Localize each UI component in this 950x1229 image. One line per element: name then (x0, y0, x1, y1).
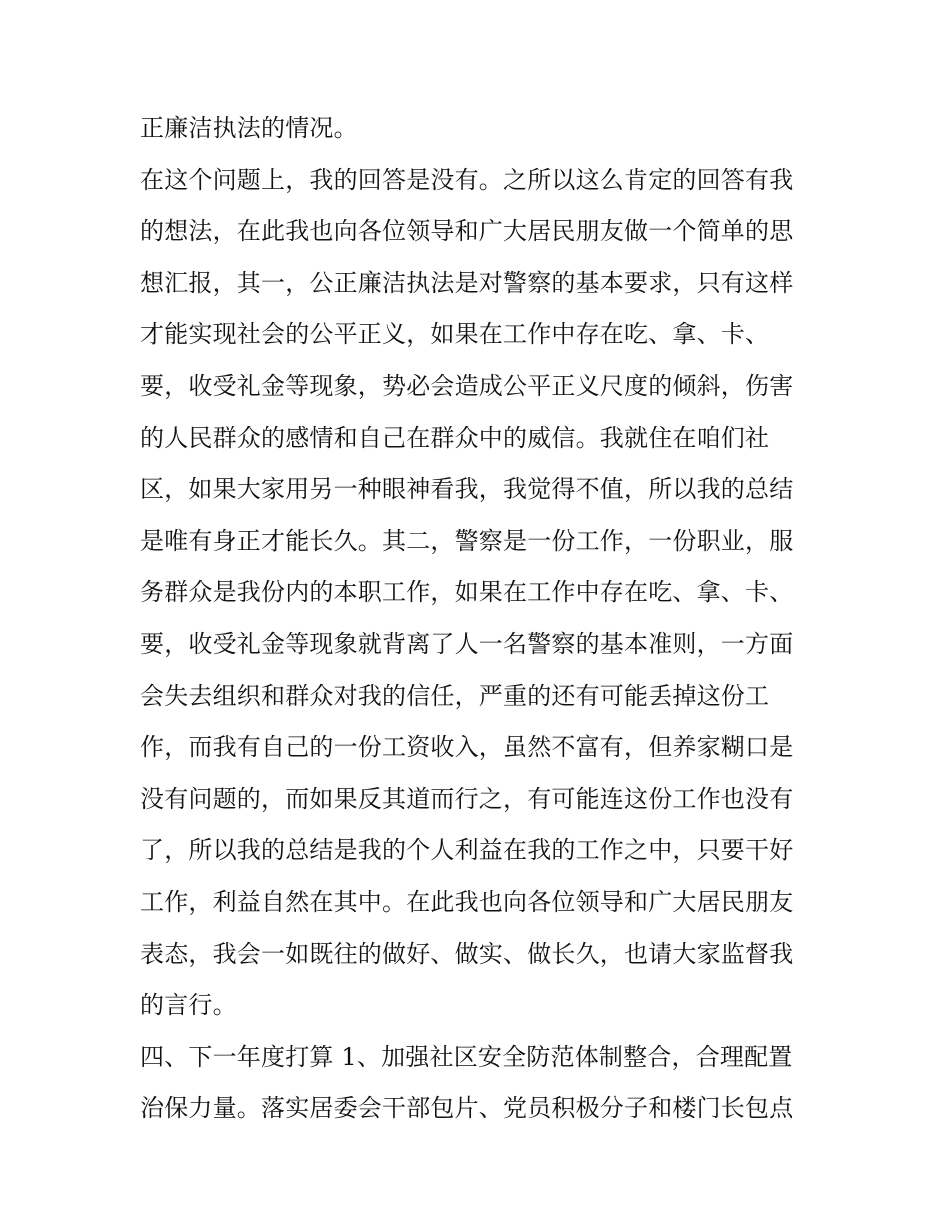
text-line: 会失去组织和群众对我的信任，严重的还有可能丢掉这份工 (140, 681, 770, 710)
text-line: 正廉洁执法的情况。 (140, 114, 358, 142)
text-line: 是唯有身正才能长久。其二，警察是一份工作，一份职业，服 (140, 526, 794, 555)
document-body (140, 103, 820, 1135)
text-line: 区，如果大家用另一种眼神看我，我觉得不值，所以我的总结 (140, 475, 794, 504)
text-line: 的想法，在此我也向各位领导和广大居民朋友做一个简单的思 (140, 217, 794, 246)
text-line: 没有问题的，而如果反其道而行之，有可能连这份工作也没有 (140, 784, 794, 813)
text-line: 务群众是我份内的本职工作，如果在工作中存在吃、拿、卡、 (140, 578, 794, 607)
text-line: 表态，我会一如既往的做好、做实、做长久，也请大家监督我 (140, 939, 794, 968)
text-line: 作，而我有自己的一份工资收入，虽然不富有，但养家糊口是 (140, 733, 794, 762)
text-line: 要，收受礼金等现象，势必会造成公平正义尺度的倾斜，伤害 (140, 371, 794, 400)
text-line: 在这个问题上，我的回答是没有。之所以这么肯定的回答有我 (140, 165, 794, 194)
text-line: 工作，利益自然在其中。在此我也向各位领导和广大居民朋友 (140, 887, 794, 916)
text-line: 想汇报，其一，公正廉洁执法是对警察的基本要求，只有这样 (140, 268, 794, 297)
text-line: 治保力量。落实居委会干部包片、党员积极分子和楼门长包点 (140, 1094, 794, 1123)
text-line: 要，收受礼金等现象就背离了人一名警察的基本准则，一方面 (140, 629, 794, 658)
text-line: 的人民群众的感情和自己在群众中的威信。我就住在咱们社 (140, 423, 770, 452)
text-line: 才能实现社会的公平正义，如果在工作中存在吃、拿、卡、 (140, 320, 770, 349)
text-line: 四、下一年度打算 1、加强社区安全防范体制整合，合理配置 (140, 1042, 793, 1071)
text-line: 了，所以我的总结是我的个人利益在我的工作之中，只要干好 (140, 836, 794, 865)
text-line: 的言行。 (140, 991, 237, 1020)
